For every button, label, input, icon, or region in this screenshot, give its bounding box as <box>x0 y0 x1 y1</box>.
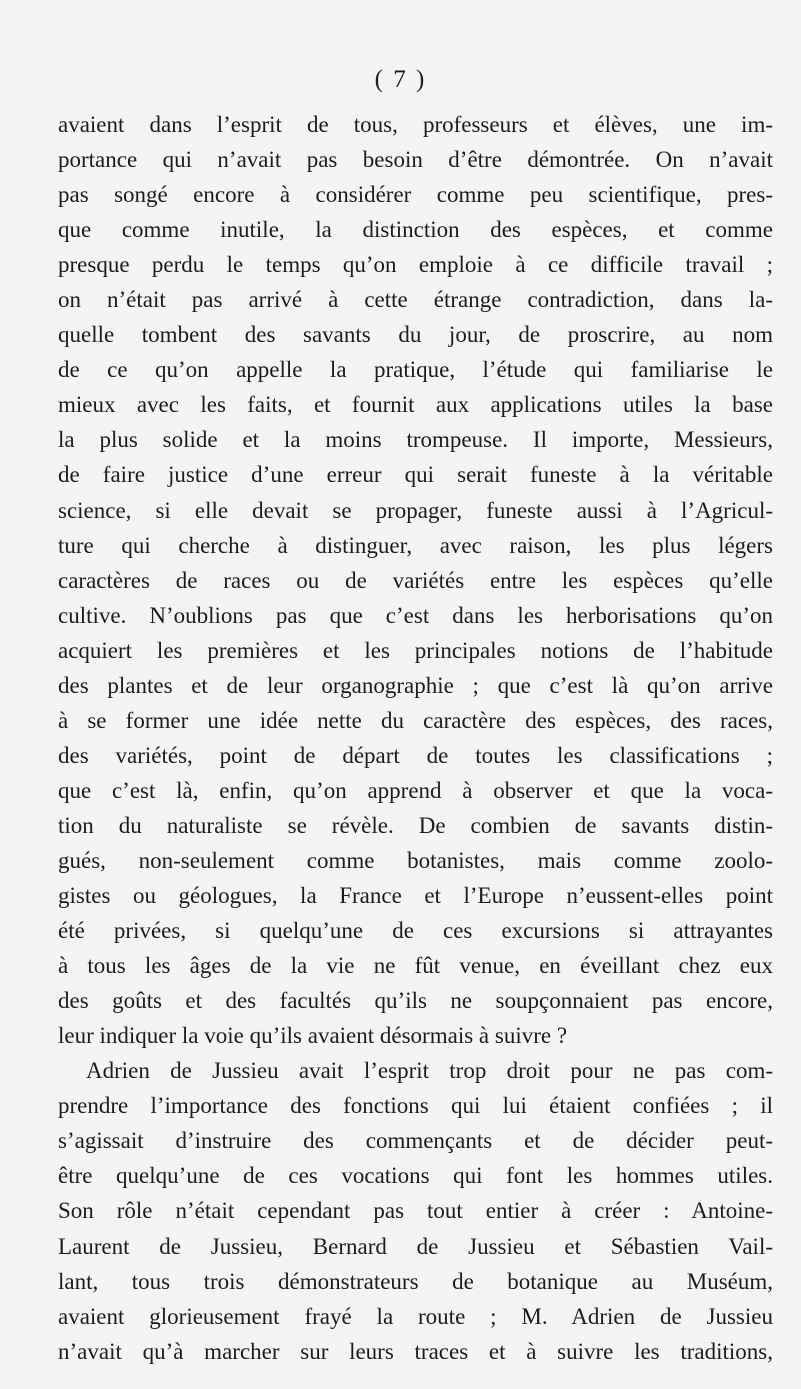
text-line: science, si elle devait se propager, funeste aussi à l’Agricul- <box>58 497 773 523</box>
text-line: à tous les âges de la vie ne fût venue, en éveillant chez eux <box>58 953 773 979</box>
text-line: de faire justice d’une erreur qui serait funeste à la véritable <box>58 462 773 488</box>
text-line: avaient glorieusement frayé la route ; M. Adrien de Jussieu <box>58 1303 773 1329</box>
text-line: leur indiquer la voie qu’ils avaient désormais à suivre ? <box>58 1023 568 1049</box>
text-line: mieux avec les faits, et fournit aux applications utiles la base <box>58 392 773 418</box>
text-line: gistes ou géologues, la France et l’Europe n’eussent-elles point <box>58 883 773 909</box>
body-text <box>58 107 773 1369</box>
text-line: caractères de races ou de variétés entre les espèces qu’elle <box>58 567 773 593</box>
text-line: Son rôle n’était cependant pas tout entier à créer : Antoine- <box>58 1198 773 1224</box>
text-line: n’avait qu’à marcher sur leurs traces et à suivre les traditions, <box>58 1338 773 1364</box>
text-line: presque perdu le temps qu’on emploie à ce difficile travail ; <box>58 252 773 278</box>
text-line: des goûts et des facultés qu’ils ne soupçonnaient pas encore, <box>58 988 773 1014</box>
text-line: pas songé encore à considérer comme peu scientifique, pres- <box>58 182 773 208</box>
text-line: à se former une idée nette du caractère des espèces, des races, <box>58 707 773 733</box>
text-line: cultive. N’oublions pas que c’est dans les herborisations qu’on <box>58 602 773 628</box>
text-line: que comme inutile, la distinction des espèces, et comme <box>58 217 773 243</box>
text-line: avaient dans l’esprit de tous, professeurs et élèves, une im- <box>58 112 773 137</box>
text-line: on n’était pas arrivé à cette étrange contradiction, dans la- <box>58 287 773 313</box>
text-line: Adrien de Jussieu avait l’esprit trop droit pour ne pas com- <box>86 1058 773 1084</box>
text-line: quelle tombent des savants du jour, de proscrire, au nom <box>58 322 773 348</box>
text-line: s’agissait d’instruire des commençants et de décider peut- <box>58 1128 773 1154</box>
text-line: tion du naturaliste se révèle. De combien de savants distin- <box>58 812 773 838</box>
text-line: Laurent de Jussieu, Bernard de Jussieu et Sébastien Vail- <box>58 1233 773 1259</box>
text-line: portance qui n’avait pas besoin d’être démontrée. On n’avait <box>58 147 773 173</box>
text-line: la plus solide et la moins trompeuse. Il importe, Messieurs, <box>58 427 773 453</box>
text-line: acquiert les premières et les principales notions de l’habitude <box>58 637 773 663</box>
text-line: être quelqu’une de ces vocations qui font les hommes utiles. <box>58 1163 773 1189</box>
text-line: de ce qu’on appelle la pratique, l’étude qui familiarise le <box>58 357 773 383</box>
text-line: que c’est là, enfin, qu’on apprend à observer et que la voca- <box>58 777 773 803</box>
text-line: des plantes et de leur organographie ; que c’est là qu’on arrive <box>58 672 773 698</box>
text-line: gués, non-seulement comme botanistes, mais comme zoolo- <box>58 847 773 873</box>
text-line: des variétés, point de départ de toutes les classifications ; <box>58 742 773 768</box>
page-number: ( 7 ) <box>374 66 427 93</box>
text-line: prendre l’importance des fonctions qui lui étaient confiées ; il <box>58 1093 773 1119</box>
text-line: été privées, si quelqu’une de ces excursions si attrayantes <box>58 918 773 944</box>
text-line: ture qui cherche à distinguer, avec raison, les plus légers <box>58 532 773 558</box>
text-line: lant, tous trois démonstrateurs de botanique au Muséum, <box>58 1268 773 1294</box>
